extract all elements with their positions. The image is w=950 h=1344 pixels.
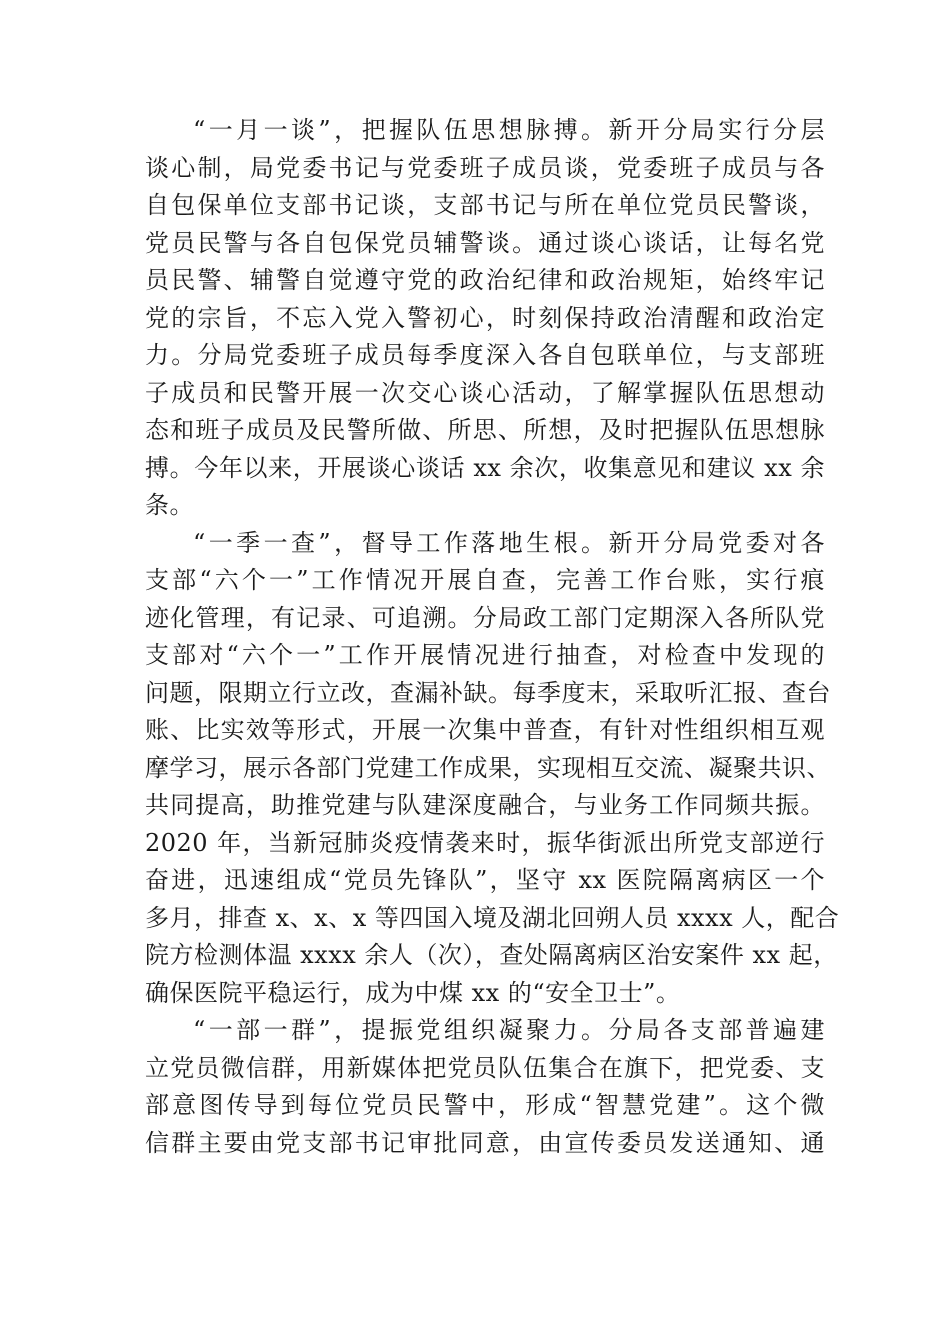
text-line: 多月，排查 x、x、x 等四国入境及湖北回朔人员 xxxx 人，配合 [145, 903, 840, 932]
text-line: 条。 [145, 491, 194, 519]
text-line: 子成员和民警开展一次交心谈心活动，了解掌握队伍思想动 [145, 378, 825, 407]
paragraph-one-month-one-talk [145, 112, 825, 525]
text-line: 支部对“六个一”工作开展情况进行抽查，对检查中发现的 [145, 641, 825, 669]
text-line: 搏。今年以来，开展谈心谈话 xx 余次，收集意见和建议 xx 余 [145, 453, 825, 482]
paragraph-one-branch-one-group [145, 1012, 825, 1162]
paragraph-one-quarter-one-check [145, 525, 840, 1013]
document-body [145, 112, 840, 1162]
text-line: 账、比实效等形式，开展一次集中普查，有针对性组织相互观 [145, 716, 825, 744]
text-line: 确保医院平稳运行，成为中煤 xx 的“安全卫士”。 [145, 978, 681, 1007]
text-line: 共同提高，助推党建与队建深度融合，与业务工作同频共振。 [145, 791, 825, 819]
text-line: 态和班子成员及民警所做、所思、所想，及时把握队伍思想脉 [145, 416, 825, 444]
text-line: 自包保单位支部书记谈，支部书记与所在单位党员民警谈， [145, 191, 825, 219]
text-line: 部意图传导到每位党员民警中，形成“智慧党建”。这个微 [145, 1091, 825, 1119]
text-line: “一季一查”，督导工作落地生根。新开分局党委对各 [193, 528, 825, 557]
text-line: 党的宗旨，不忘入党入警初心，时刻保持政治清醒和政治定 [145, 303, 825, 332]
text-line: 问题，限期立行立改，查漏补缺。每季度末，采取听汇报、查台 [145, 678, 831, 707]
text-line: 党员民警与各自包保党员辅警谈。通过谈心谈话，让每名党 [145, 228, 825, 257]
text-line: 力。分局党委班子成员每季度深入各自包联单位，与支部班 [145, 341, 825, 369]
text-line: 支部“六个一”工作情况开展自查，完善工作台账，实行痕 [145, 566, 825, 594]
text-line: 院方检测体温 xxxx 余人（次），查处隔离病区治安案件 xx 起， [145, 941, 838, 969]
text-line: 立党员微信群，用新媒体把党员队伍集合在旗下，把党委、支 [145, 1053, 825, 1082]
text-line: 员民警、辅警自觉遵守党的政治纪律和政治规矩，始终牢记 [145, 266, 825, 294]
text-line: 摩学习，展示各部门党建工作成果，实现相互交流、凝聚共识、 [145, 753, 831, 782]
text-line: 2020 年，当新冠肺炎疫情袭来时，振华街派出所党支部逆行 [145, 828, 825, 857]
text-line: 信群主要由党支部书记审批同意，由宣传委员发送通知、通 [145, 1128, 825, 1157]
text-line: 奋进，迅速组成“党员先锋队”，坚守 xx 医院隔离病区一个 [145, 866, 825, 894]
text-line: “一月一谈”，把握队伍思想脉搏。新开分局实行分层 [193, 116, 825, 144]
text-line: 谈心制，局党委书记与党委班子成员谈，党委班子成员与各 [145, 153, 825, 182]
text-line: 迹化管理，有记录、可追溯。分局政工部门定期深入各所队党 [145, 603, 825, 632]
text-line: “一部一群”，提振党组织凝聚力。分局各支部普遍建 [193, 1016, 825, 1044]
